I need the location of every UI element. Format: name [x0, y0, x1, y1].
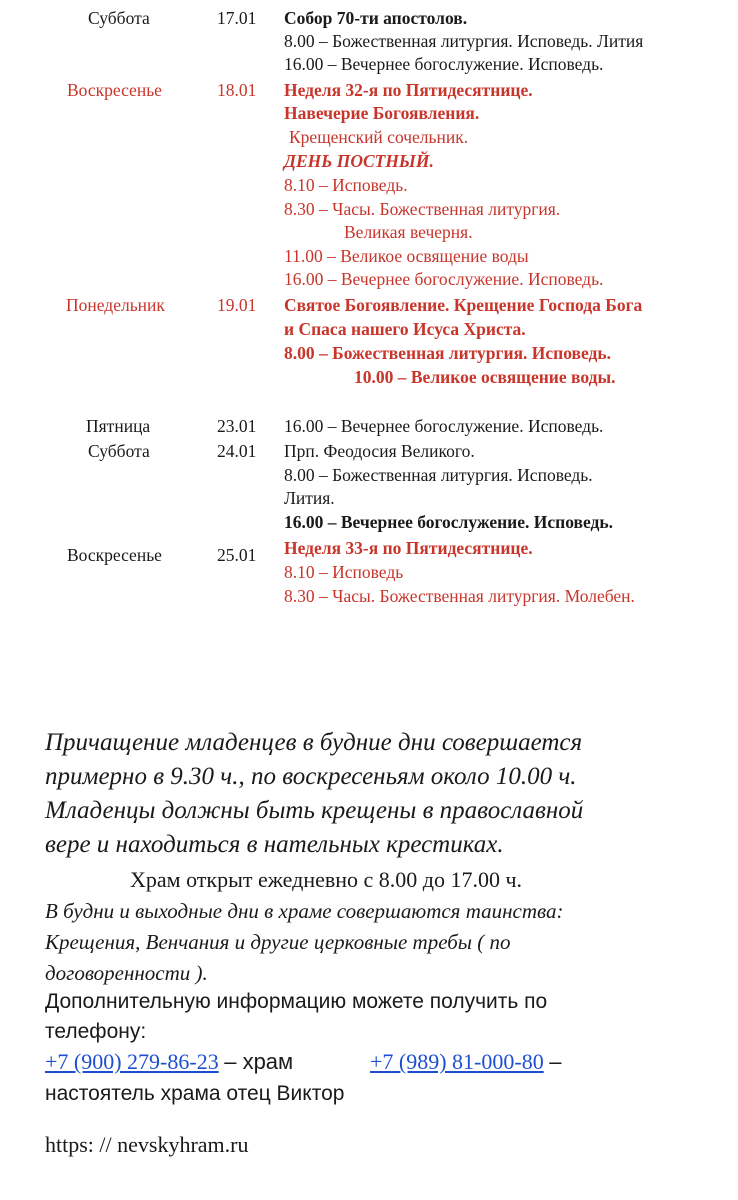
sacraments-note: В будни и выходные дни в храме совершаются таинства: — [45, 899, 564, 923]
day-label: Понедельник — [66, 295, 165, 315]
day-label: Суббота — [88, 441, 150, 461]
temple-phone-label: – храм — [224, 1049, 294, 1074]
feast-title: Прп. Феодосия Великого. — [284, 441, 475, 461]
date-label: 17.01 — [217, 8, 257, 28]
service-line: 8.30 – Часы. Божественная литургия. — [284, 199, 561, 219]
date-label: 25.01 — [217, 545, 257, 565]
date-label: 19.01 — [217, 295, 257, 315]
service-line: 8.10 – Исповедь. — [284, 175, 408, 195]
date-label: 24.01 — [217, 441, 257, 461]
contact-intro: телефону: — [45, 1020, 147, 1043]
feast-title: Святое Богоявление. Крещение Господа Бога — [284, 295, 643, 315]
date-label: 23.01 — [217, 416, 257, 436]
date-label: 18.01 — [217, 80, 257, 100]
service-line: 8.00 – Божественная литургия. Исповедь. — [284, 343, 612, 363]
service-line: 10.00 – Великое освящение воды. — [354, 367, 616, 387]
service-line: 16.00 – Вечернее богослужение. Исповедь. — [284, 269, 604, 289]
service-line: Лития. — [284, 488, 335, 508]
phone-row — [370, 1048, 561, 1076]
website-link[interactable]: https: // nevskyhram.ru — [45, 1132, 249, 1157]
contact-intro: Дополнительную информацию можете получить по — [45, 990, 548, 1013]
day-label: Воскресенье — [67, 545, 162, 565]
day-label: Пятница — [86, 416, 151, 436]
day-label: Суббота — [88, 8, 150, 28]
temple-phone-link[interactable]: +7 (900) 279-86-23 — [45, 1049, 219, 1074]
service-line: 8.10 – Исповедь — [284, 562, 404, 582]
rector-label: настоятель храма отец Виктор — [45, 1082, 345, 1105]
sacraments-note: Крещения, Венчания и другие церковные требы ( по — [45, 930, 511, 954]
feast-title: Навечерие Богоявления. — [284, 103, 480, 123]
fast-day-note: ДЕНЬ ПОСТНЫЙ. — [284, 151, 434, 171]
communion-note: Младенцы должны быть крещены в православной — [45, 797, 584, 824]
feast-title: Собор 70-ти апостолов. — [284, 8, 468, 28]
service-line: 16.00 – Вечернее богослужение. Исповедь. — [284, 54, 604, 74]
communion-note: вере и находиться в нательных крестиках. — [45, 831, 504, 858]
service-line: 11.00 – Великое освящение воды — [284, 246, 529, 266]
service-line: 8.00 – Божественная литургия. Исповедь. Лития — [284, 31, 644, 51]
feast-title: и Спаса нашего Исуса Христа. — [284, 319, 526, 339]
service-line: 16.00 – Вечернее богослужение. Исповедь. — [284, 512, 614, 532]
opening-hours: Храм открыт ежедневно с 8.00 до 17.00 ч. — [130, 867, 523, 892]
service-line: Великая вечерня. — [344, 222, 473, 242]
rector-phone-link[interactable]: +7 (989) 81-000-80 — [370, 1049, 544, 1074]
service-line: 16.00 – Вечернее богослужение. Исповедь. — [284, 416, 604, 436]
day-label: Воскресенье — [67, 80, 162, 100]
service-line: 8.00 – Божественная литургия. Исповедь. — [284, 465, 593, 485]
rector-phone-dash: – — [549, 1049, 562, 1074]
sacraments-note: договоренности ). — [45, 961, 208, 985]
communion-note: Причащение младенцев в будние дни совершается — [45, 729, 583, 756]
feast-title: Неделя 32-я по Пятидесятнице. — [284, 80, 533, 100]
communion-note: примерно в 9.30 ч., по воскресеньям около 10.00 ч. — [45, 763, 577, 790]
service-line: 8.30 – Часы. Божественная литургия. Молебен. — [284, 586, 635, 606]
phone-row — [45, 1048, 293, 1076]
service-line: Крещенский сочельник. — [289, 127, 469, 147]
feast-title: Неделя 33-я по Пятидесятнице. — [284, 538, 533, 558]
